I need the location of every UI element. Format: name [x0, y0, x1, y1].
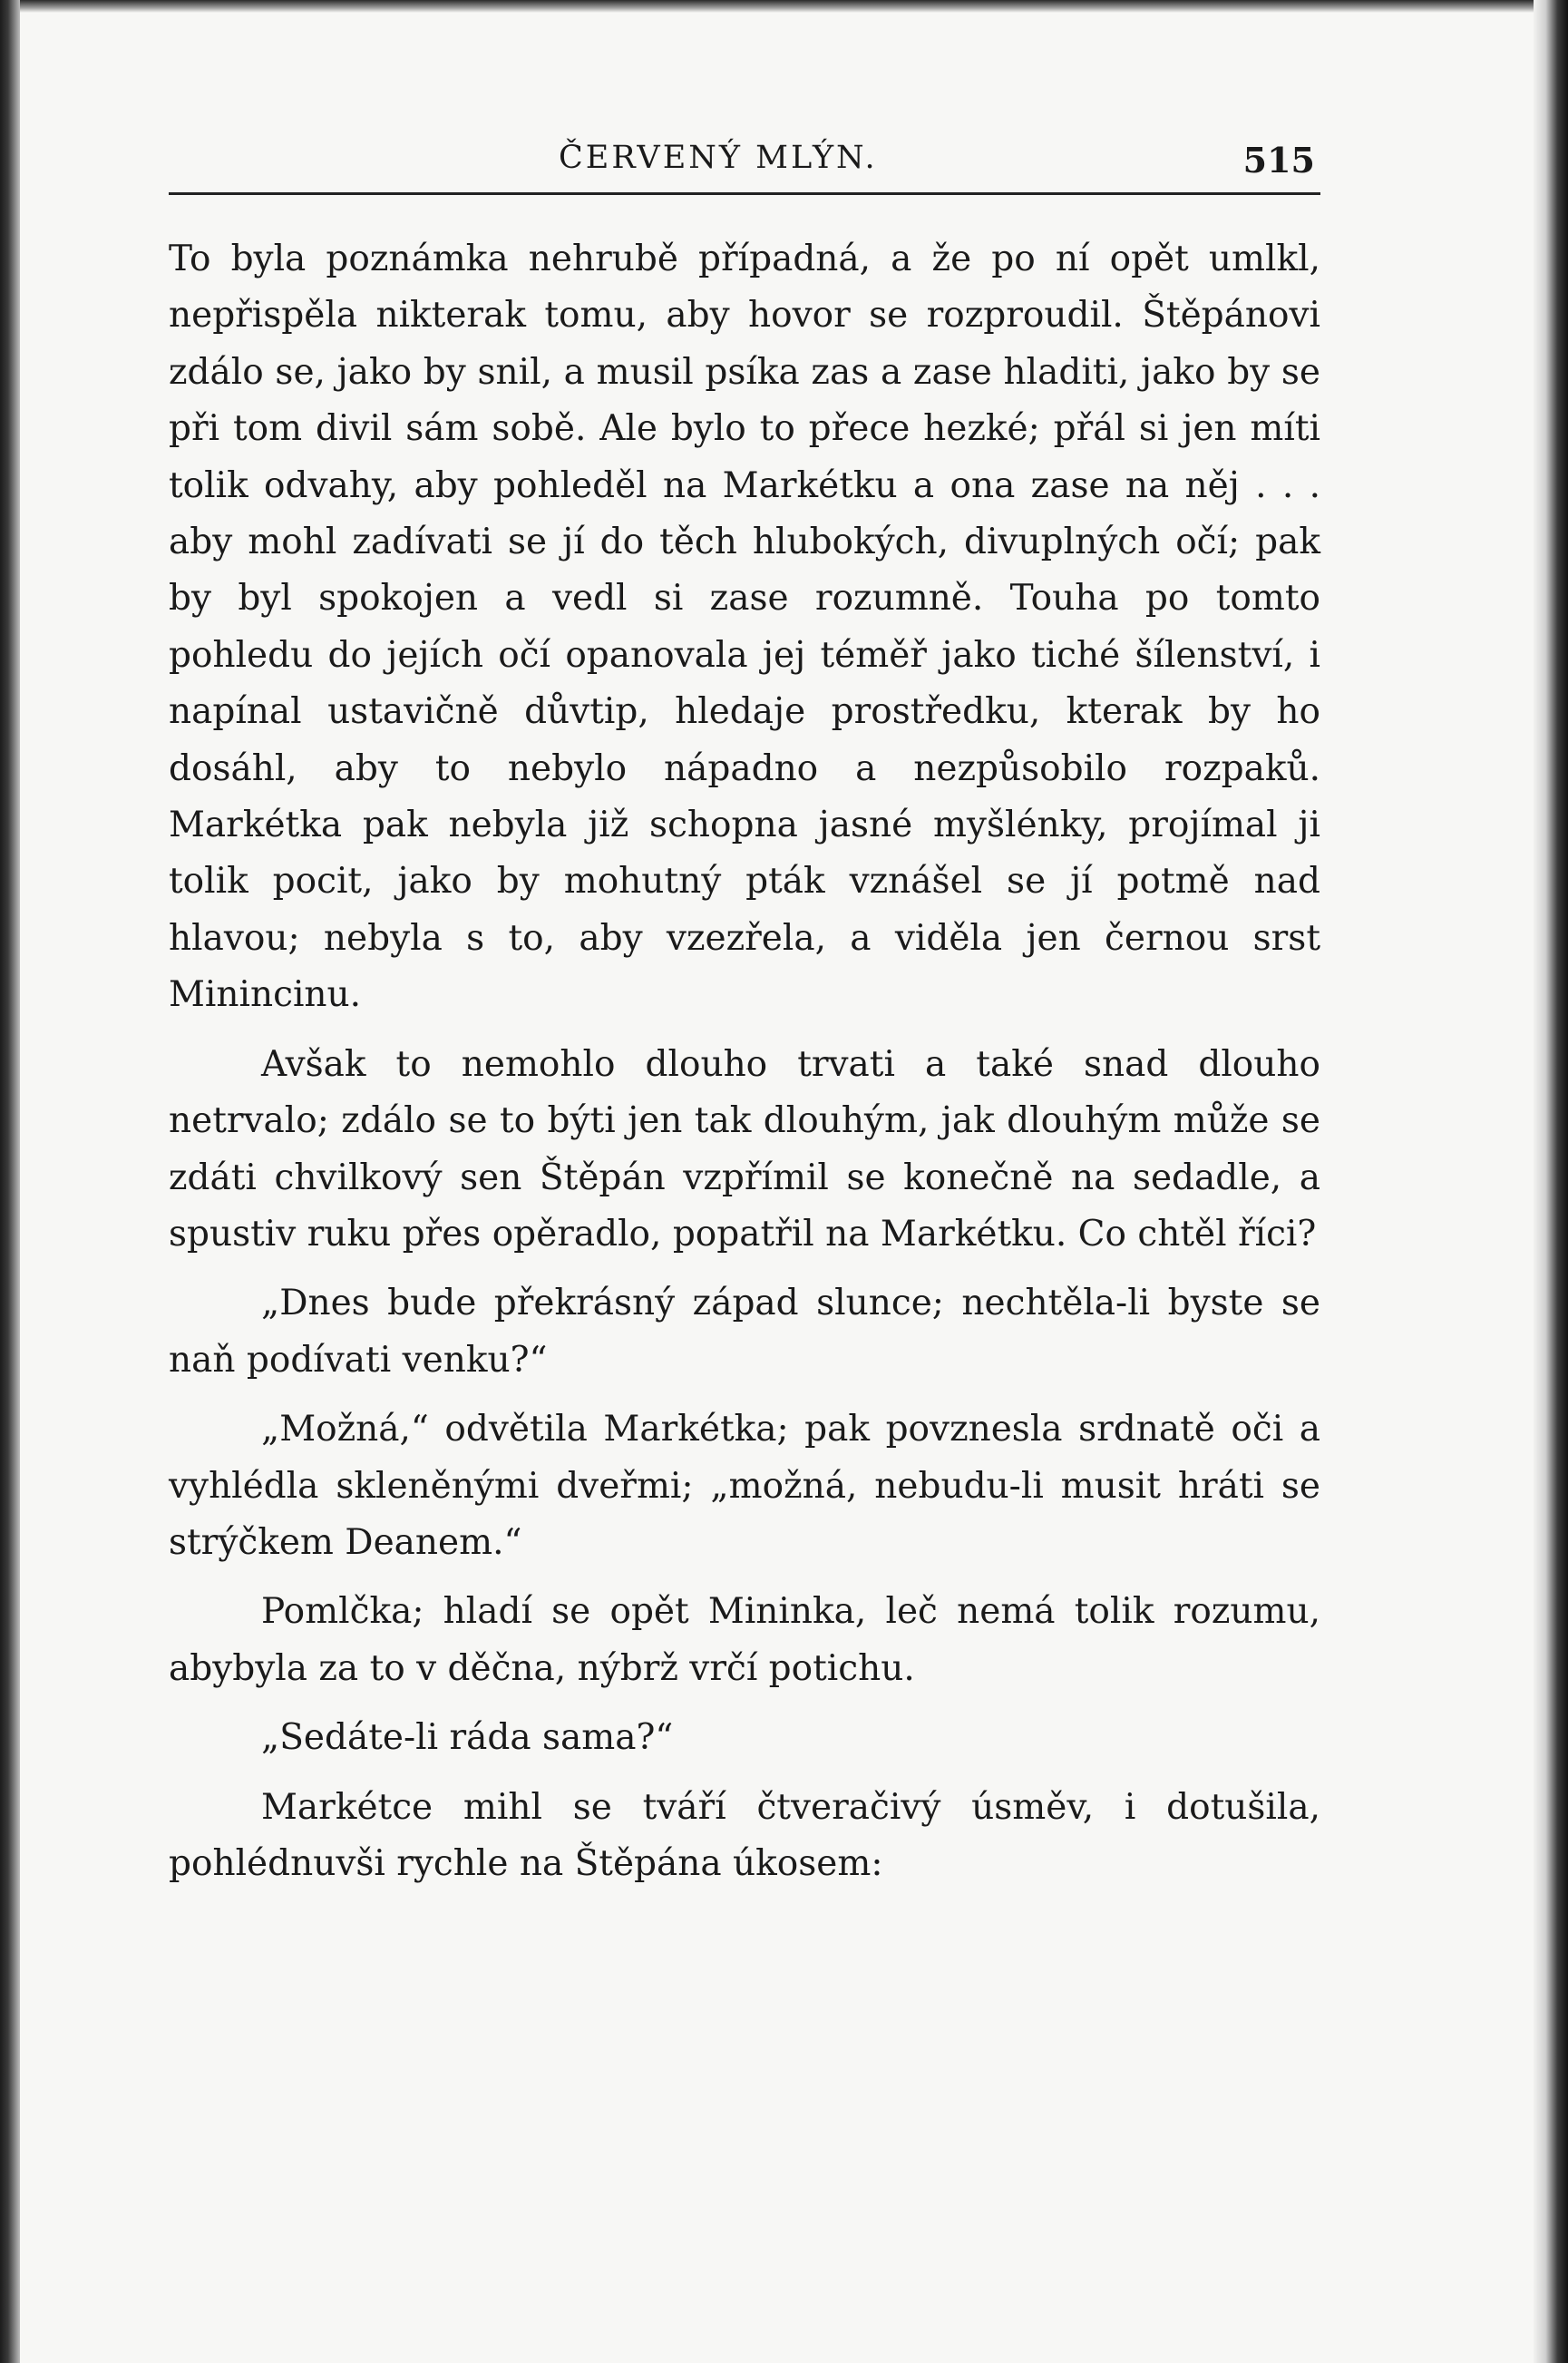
book-page	[169, 134, 1320, 1905]
paragraph-3: „Dnes bude překrásný západ slunce; nechtěla-li byste se naň podívati venku?“	[169, 1283, 1320, 1381]
paragraph-1: To byla poznámka nehrubě případná, a že po ní opět umlkl, nepřispěla nikterak tomu, aby hovor se rozproudil. Štěpánovi zdálo se, jako by snil, a musil psíka zas a zase hladiti, jako by se při tom divil sám sobě. Ale bylo to přece hezké; přál si jen míti tolik odvahy, aby pohleděl na Markétku a ona zase na něj . . . aby mohl zadívati se jí do těch hlubokých, divuplných očí; pak by byl spokojen a vedl si zase rozumně. Touha po tomto pohledu do jejích očí opanovala jej téměř jako tiché šílenství, i napínal ustavičně důvtip, hledaje prostředku, kterak by ho dosáhl, aby to nebylo nápadno a nezpůsobilo rozpaků. Markétka pak nebyla již schopna jasné myšlénky, projímal ji tolik pocit, jako by mohutný pták vznášel se jí potmě nad hlavou; nebyla s to, aby vzezřela, a viděla jen černou srst Minincinu.	[169, 239, 1320, 1016]
scan-edge-right	[1534, 0, 1568, 2363]
running-title: ČERVENÝ MLÝN.	[559, 140, 878, 176]
paragraph-5: Pomlčka; hladí se opět Mininka, leč nemá tolik rozumu, abybyla za to v děčna, nýbrž vrčí potichu.	[169, 1591, 1320, 1689]
paragraph-4: „Možná,“ odvětila Markétka; pak povznesla srdnatě oči a vyhlédla skleněnými dveřmi; „možná, nebudu-li musit hráti se strýčkem Deanem.“	[169, 1409, 1320, 1563]
paragraph-7: Markétce mihl se tváří čtveračivý úsměv, i dotušila, pohlédnuvši rychle na Štěpána úkosem:	[169, 1786, 1320, 1884]
page-header	[169, 134, 1320, 195]
paragraph-6: „Sedáte-li ráda sama?“	[261, 1717, 674, 1759]
paragraph-2: Avšak to nemohlo dlouho trvati a také snad dlouho netrvalo; zdálo se to býti jen tak dlouhým, jak dlouhým může se zdáti chvilkový sen Štěpán vzpřímil se konečně na sedadle, a spustiv ruku přes opěradlo, popatřil na Markétku. Co chtěl říci?	[169, 1043, 1320, 1255]
body-text	[169, 231, 1320, 1892]
scan-edge-left	[0, 0, 20, 2363]
page-number: 515	[1242, 140, 1315, 181]
scan-edge-top	[0, 0, 1568, 13]
